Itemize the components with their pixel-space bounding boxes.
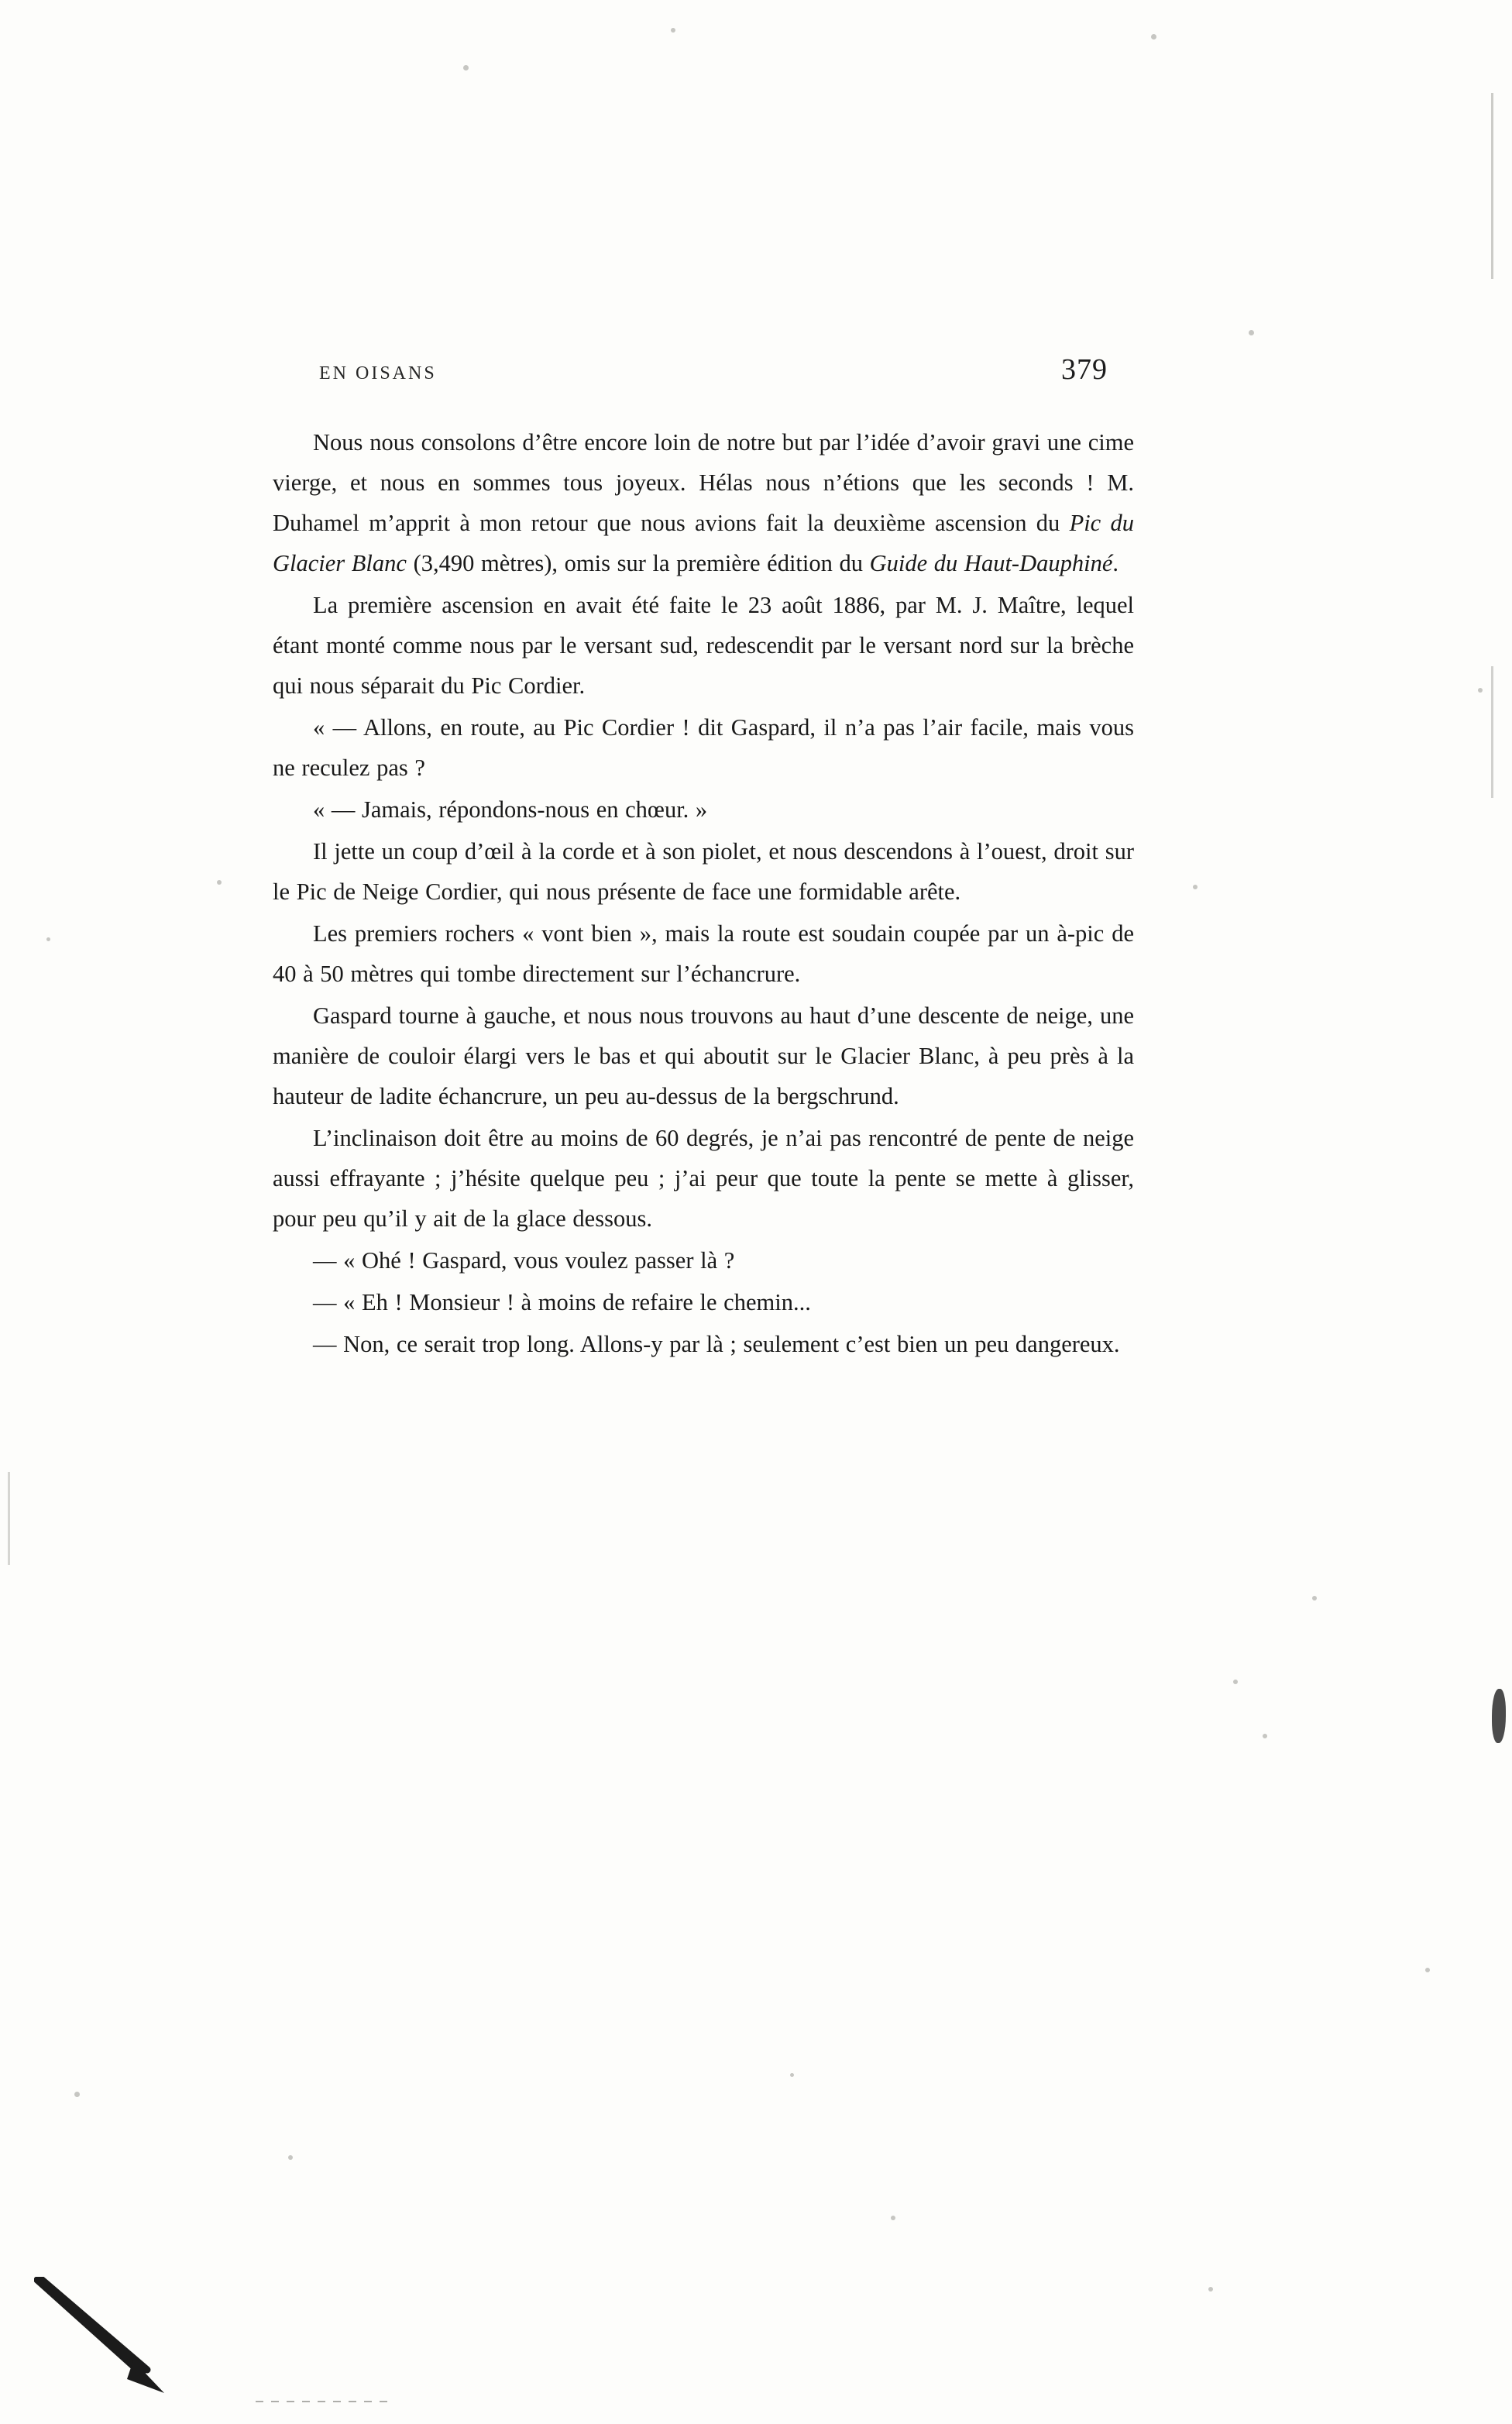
text-run: « — Allons, en route, au Pic Cordier ! dit Gaspard, il n’a pas l’air facile, mais vous ne reculez pas ?	[273, 714, 1134, 781]
text-run: Les premiers rochers « vont bien », mais la route est soudain coupée par un à-pic de 40 à 50 mètres qui tombe directement sur l’échancrure.	[273, 920, 1134, 987]
paragraph	[273, 995, 1134, 1116]
paragraph	[273, 913, 1134, 994]
text-run: La première ascension en avait été faite le 23 août 1886, par M. J. Maître, lequel étant monté comme nous par le versant sud, redescendit par le versant nord sur la brèche qui nous séparait du Pic Cordier.	[273, 592, 1134, 699]
paragraph	[273, 585, 1134, 706]
text-run: — « Ohé ! Gaspard, vous voulez passer là ?	[313, 1247, 735, 1274]
paragraph	[273, 789, 1134, 830]
text-run: — Non, ce serait trop long. Allons-y par là ; seulement c’est bien un peu dangereux.	[313, 1331, 1120, 1357]
running-head-title: EN OISANS	[319, 363, 437, 383]
text-run: Nous nous consolons d’être encore loin de notre but par l’idée d’avoir gravi une cime vierge, et nous en sommes tous joyeux. Hélas nous n’étions que les seconds ! M. Duhamel m’apprit à mon retour que nous avions fait la deuxième ascension du	[273, 429, 1134, 536]
italic-title: Pic du Glacier Blanc	[273, 510, 1134, 576]
page-number: 379	[1061, 353, 1108, 386]
paragraph	[273, 1240, 1134, 1281]
text-run: L’inclinaison doit être au moins de 60 degrés, je n’ai pas rencontré de pente de neige aussi effrayante ; j’hésite quelque peu ; j’ai peur que toute la pente se mette à glisser, pour peu qu’il y ait de la glace dessous.	[273, 1125, 1134, 1232]
edge-rule-left	[8, 1472, 10, 1565]
paragraph	[273, 1324, 1134, 1364]
paragraph	[273, 422, 1134, 583]
text-run: — « Eh ! Monsieur ! à moins de refaire le chemin...	[313, 1289, 811, 1315]
text-run: « — Jamais, répondons-nous en chœur. »	[313, 796, 708, 823]
text-run: Il jette un coup d’œil à la corde et à son piolet, et nous descendons à l’ouest, droit sur le Pic de Neige Cordier, qui nous présente de face une formidable arête.	[273, 838, 1134, 905]
dashed-rule	[256, 2401, 387, 2402]
paragraph	[273, 1282, 1134, 1322]
paragraph	[273, 707, 1134, 788]
running-head	[273, 352, 1134, 387]
ink-pen-mark	[34, 2277, 174, 2393]
text-run: Gaspard tourne à gauche, et nous nous trouvons au haut d’une descente de neige, une manière de couloir élargi vers le bas et qui aboutit sur le Glacier Blanc, à peu près à la hauteur de ladite échancrure, un peu au-dessus de la bergschrund.	[273, 1002, 1134, 1109]
edge-ink-blot	[1492, 1689, 1506, 1743]
paragraph	[273, 831, 1134, 912]
page-text-column	[273, 352, 1134, 1366]
italic-title: Guide du Haut-Dauphiné	[869, 550, 1113, 576]
paragraph	[273, 1118, 1134, 1239]
body-text	[273, 422, 1134, 1364]
edge-rule-top	[1491, 93, 1493, 279]
text-run: (3,490 mètres), omis sur la première édition du	[406, 550, 870, 576]
text-run: .	[1112, 550, 1119, 576]
edge-rule-middle	[1491, 666, 1493, 798]
